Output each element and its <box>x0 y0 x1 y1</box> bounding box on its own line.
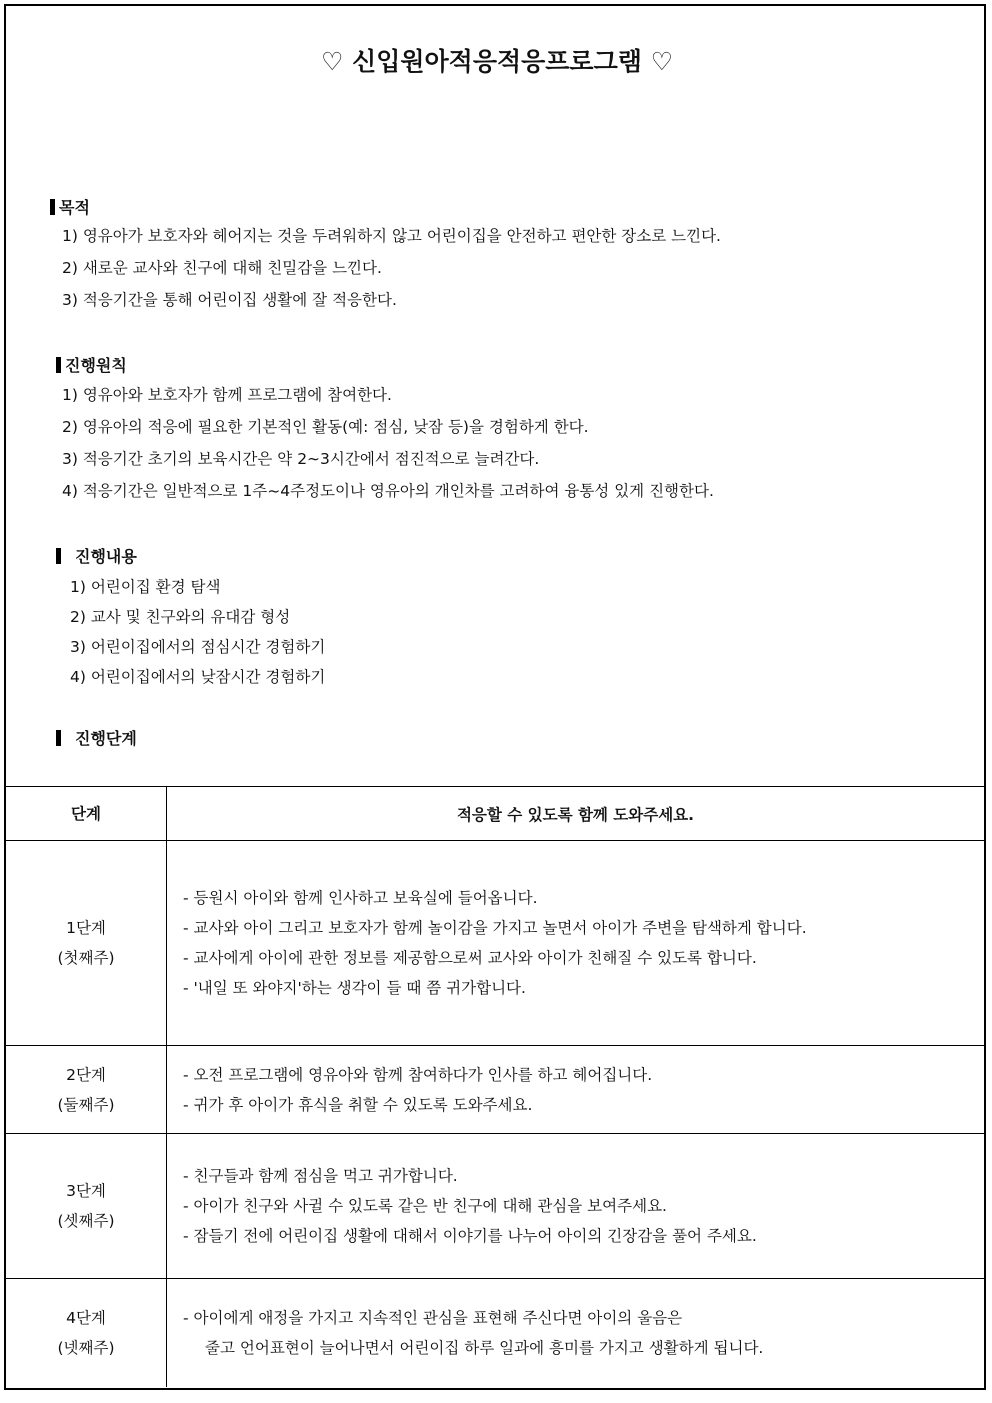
table-row <box>6 1046 984 1134</box>
content-item: 1) 어린이집 환경 탐색 <box>70 578 221 596</box>
stage-line: - 교사와 아이 그리고 보호자가 함께 놀이감을 가지고 놀면서 아이가 주변을 탐색하게 합니다. <box>183 919 807 937</box>
purpose-heading <box>50 195 90 218</box>
table-row <box>6 1279 984 1387</box>
table-row <box>6 1134 984 1279</box>
stage-week: (셋째주) <box>57 1212 115 1230</box>
stage-cell <box>6 1134 167 1279</box>
table-header-row <box>6 787 984 841</box>
stage-week: (첫째주) <box>57 949 115 967</box>
stage-label: 4단계 <box>66 1308 106 1327</box>
purpose-heading-label: 목적 <box>59 198 90 217</box>
stage-content <box>167 1046 985 1134</box>
stage-week: (넷째주) <box>57 1338 115 1357</box>
principles-heading-label: 진행원칙 <box>65 356 127 375</box>
stage-cell <box>6 1046 167 1134</box>
stage-line: - 오전 프로그램에 영유아와 함께 참여하다가 인사를 하고 헤어집니다. <box>183 1065 653 1084</box>
principle-item: 2) 영유아의 적응에 필요한 기본적인 활동(예: 점심, 낮잠 등)을 경험하게 한다. <box>62 418 589 436</box>
stage-line: - 아이가 친구와 사귈 수 있도록 같은 반 친구에 대해 관심을 보여주세요. <box>183 1197 667 1215</box>
stages-heading-label: 진행단계 <box>75 729 137 748</box>
content-item: 3) 어린이집에서의 점심시간 경험하기 <box>70 638 326 656</box>
contents-heading <box>56 544 137 567</box>
stages-table <box>6 786 984 1387</box>
header-help: 적응할 수 있도록 함께 도와주세요. <box>167 787 985 841</box>
stage-label: 2단계 <box>66 1065 106 1084</box>
content-item: 4) 어린이집에서의 낮잠시간 경험하기 <box>70 668 326 686</box>
heading-bar-icon <box>56 357 61 373</box>
stage-line: - 교사에게 아이에 관한 정보를 제공함으로써 교사와 아이가 친해질 수 있도록 합니다. <box>183 949 757 967</box>
purpose-item: 1) 영유아가 보호자와 헤어지는 것을 두려워하지 않고 어린이집을 안전하고 편안한 장소로 느낀다. <box>62 227 721 245</box>
document-frame <box>4 4 986 1390</box>
stage-line: - '내일 또 와야지'하는 생각이 들 때 쯤 귀가합니다. <box>183 979 526 997</box>
stage-week: (둘째주) <box>57 1095 115 1114</box>
stage-line: - 잠들기 전에 어린이집 생활에 대해서 이야기를 나누어 아이의 긴장감을 풀어 주세요. <box>183 1227 757 1245</box>
principle-item: 4) 적응기간은 일반적으로 1주~4주정도이나 영유아의 개인차를 고려하여 융통성 있게 진행한다. <box>62 482 714 500</box>
stage-content <box>167 1279 985 1387</box>
heading-bar-icon <box>50 199 55 215</box>
heading-bar-icon <box>56 730 61 746</box>
stage-label: 3단계 <box>66 1182 106 1200</box>
stage-line: 줄고 언어표현이 늘어나면서 어린이집 하루 일과에 흥미를 가지고 생활하게 됩니다. <box>205 1338 764 1357</box>
contents-heading-label: 진행내용 <box>75 547 137 566</box>
purpose-item: 2) 새로운 교사와 친구에 대해 친밀감을 느낀다. <box>62 259 382 277</box>
stage-cell <box>6 1279 167 1387</box>
stage-line: - 친구들과 함께 점심을 먹고 귀가합니다. <box>183 1167 458 1185</box>
principles-heading <box>56 353 127 376</box>
stage-line: - 아이에게 애정을 가지고 지속적인 관심을 표현해 주신다면 아이의 울음은 <box>183 1308 683 1327</box>
heading-bar-icon <box>56 548 61 564</box>
table-row <box>6 841 984 1046</box>
purpose-item: 3) 적응기간을 통해 어린이집 생활에 잘 적응한다. <box>62 291 397 309</box>
stage-content <box>167 841 985 1046</box>
page-title: ♡ 신입원아적응적응프로그램 ♡ <box>320 47 674 76</box>
principle-item: 3) 적응기간 초기의 보육시간은 약 2∼3시간에서 점진적으로 늘려간다. <box>62 450 540 468</box>
stage-line: - 귀가 후 아이가 휴식을 취할 수 있도록 도와주세요. <box>183 1095 533 1114</box>
stage-label: 1단계 <box>66 919 106 937</box>
stage-cell <box>6 841 167 1046</box>
stages-heading <box>56 726 137 749</box>
principle-item: 1) 영유아와 보호자가 함께 프로그램에 참여한다. <box>62 386 392 404</box>
stage-line: - 등원시 아이와 함께 인사하고 보육실에 들어옵니다. <box>183 889 538 907</box>
stage-content <box>167 1134 985 1279</box>
header-stage: 단계 <box>6 787 167 841</box>
content-item: 2) 교사 및 친구와의 유대감 형성 <box>70 608 291 626</box>
